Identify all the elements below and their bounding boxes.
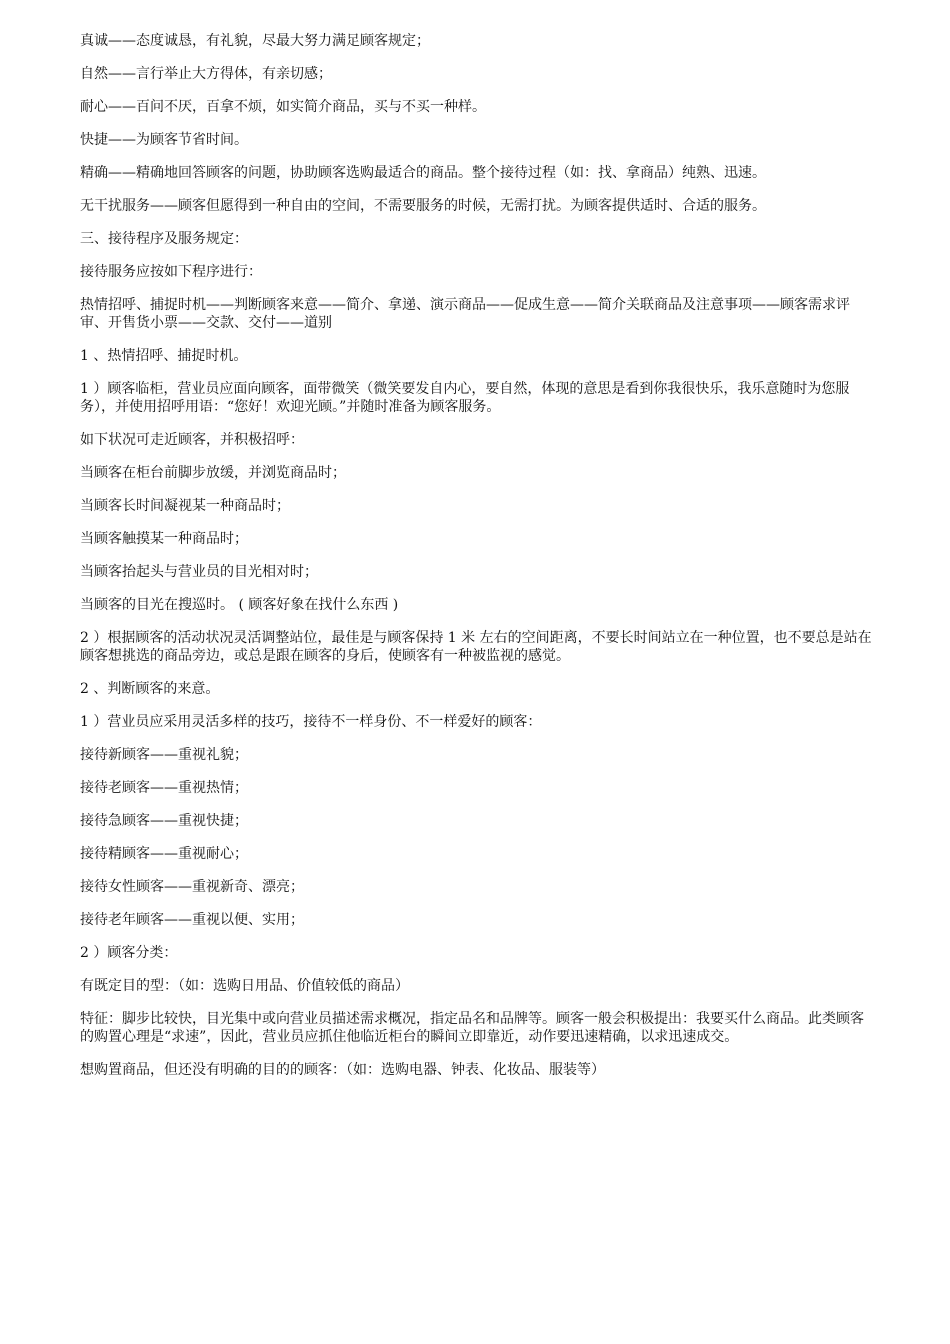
list-item: 接待老年顾客——重视以便、实用；: [80, 912, 304, 928]
paragraph: 1 ）顾客临柜，营业员应面向顾客，面带微笑（微笑要发自内心，要自然，体现的意思是看到你我很快乐，我乐意随时为您服务），并使用招呼用语：“您好！欢迎光顾。”并随时准备为顾客服务。: [80, 381, 850, 415]
paragraph: 接待服务应按如下程序进行：: [80, 264, 262, 280]
list-item: 当顾客触摸某一种商品时；: [80, 531, 248, 547]
paragraph: 2 ）顾客分类：: [80, 945, 178, 961]
paragraph: 无干扰服务——顾客但愿得到一种自由的空间，不需要服务的时候，无需打扰。为顾客提供适时、合适的服务。: [80, 198, 766, 214]
paragraph: 如下状况可走近顾客，并积极招呼：: [80, 432, 304, 448]
list-item: 接待急顾客——重视快捷；: [80, 813, 248, 829]
list-item: 接待女性顾客——重视新奇、漂亮；: [80, 879, 304, 895]
paragraph: 快捷——为顾客节省时间。: [80, 132, 248, 148]
document-body: [80, 32, 872, 1094]
list-item: 接待老顾客——重视热情；: [80, 780, 248, 796]
list-item: 当顾客的目光在搜巡时。 ( 顾客好象在找什么东西 ): [80, 597, 399, 613]
paragraph: 1 ）营业员应采用灵活多样的技巧，接待不一样身份、不一样爱好的顾客：: [80, 714, 542, 730]
paragraph: 有既定目的型：（如：选购日用品、价值较低的商品）: [80, 978, 409, 994]
paragraph: 想购置商品，但还没有明确的目的的顾客：（如：选购电器、钟表、化妆品、服装等）: [80, 1062, 605, 1078]
list-item: 当顾客长时间凝视某一种商品时；: [80, 498, 290, 514]
paragraph: 真诚——态度诚恳，有礼貌，尽最大努力满足顾客规定；: [80, 33, 430, 49]
subsection-heading: 1 、热情招呼、捕捉时机。: [80, 348, 248, 364]
subsection-heading: 2 、判断顾客的来意。: [80, 681, 220, 697]
paragraph: 特征：脚步比较快，目光集中或向营业员描述需求概况，指定品名和品牌等。顾客一般会积极提出：我要买什么商品。此类顾客的购置心理是“求速”，因此，营业员应抓住他临近柜台的瞬间立即靠近，动作要迅速精确，以求迅速成交。: [80, 1011, 864, 1045]
paragraph: 精确——精确地回答顾客的问题，协助顾客选购最适合的商品。整个接待过程（如：找、拿商品）纯熟、迅速。: [80, 165, 766, 181]
list-item: 接待新顾客——重视礼貌；: [80, 747, 248, 763]
paragraph: 自然——言行举止大方得体，有亲切感；: [80, 66, 332, 82]
paragraph: 2 ）根据顾客的活动状况灵活调整站位，最佳是与顾客保持 1 米 左右的空间距离，不要长时间站立在一种位置，也不要总是站在顾客想挑选的商品旁边，或总是跟在顾客的身后，使顾客有一种被监视的感觉。: [80, 630, 872, 664]
list-item: 当顾客抬起头与营业员的目光相对时；: [80, 564, 318, 580]
list-item: 当顾客在柜台前脚步放缓，并浏览商品时；: [80, 465, 346, 481]
paragraph: 耐心——百问不厌，百拿不烦，如实简介商品，买与不买一种样。: [80, 99, 486, 115]
process-flow: 热情招呼、捕捉时机——判断顾客来意——简介、拿递、演示商品——促成生意——简介关联商品及注意事项——顾客需求评审、开售货小票——交款、交付——道别: [80, 297, 850, 331]
section-heading: 三、接待程序及服务规定：: [80, 231, 248, 247]
list-item: 接待精顾客——重视耐心；: [80, 846, 248, 862]
